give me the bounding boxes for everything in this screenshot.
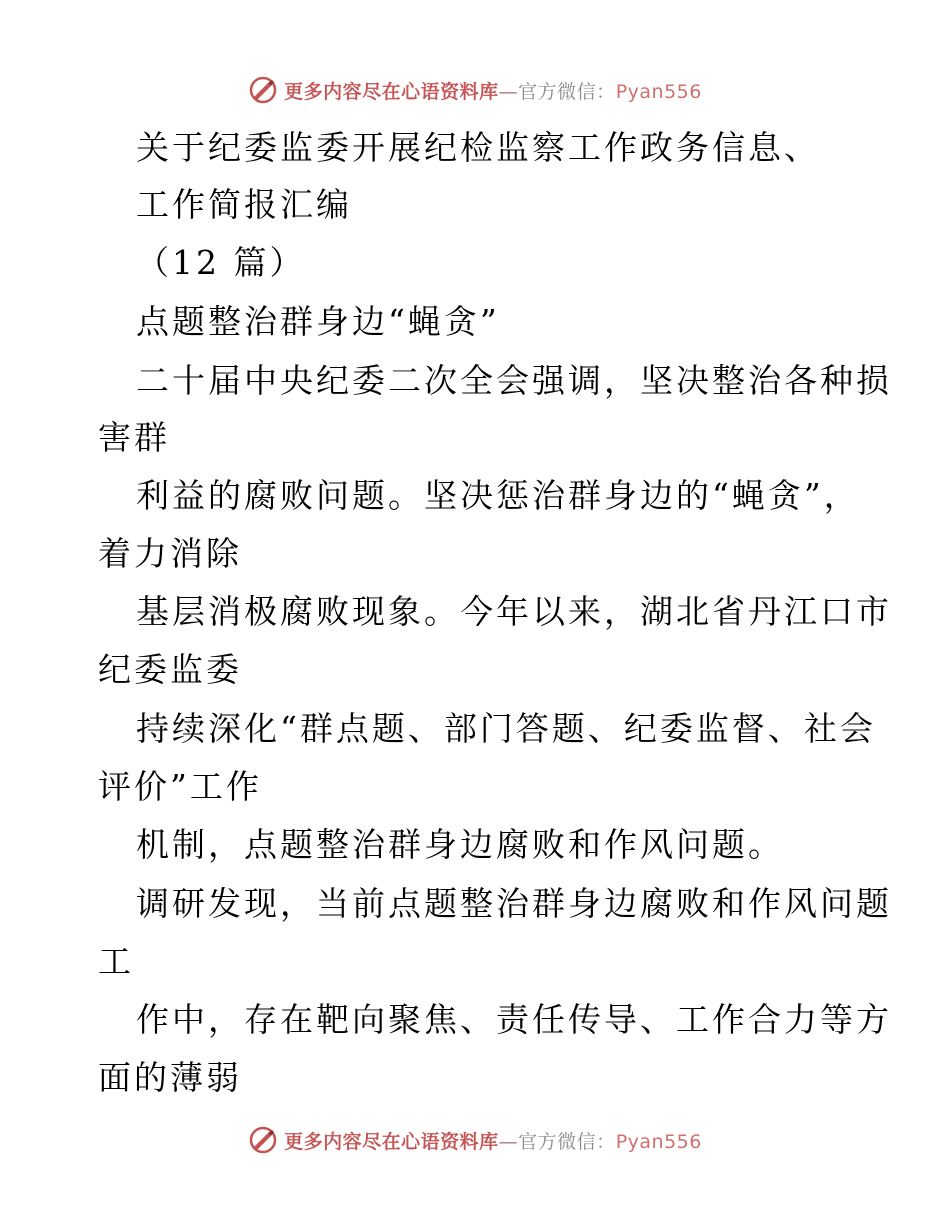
watermark-brand: 更多内容尽在心语资料库 — [284, 80, 499, 103]
paragraph-line: 基层消极腐败现象。今年以来，湖北省丹江口市 — [136, 592, 892, 631]
watermark-account: Pyan556 — [615, 1130, 702, 1153]
paragraph-line: 持续深化“群点题、部门答题、纪委监督、社会 — [136, 709, 876, 748]
watermark-separator: — — [498, 1130, 519, 1153]
document-count: （12 篇） — [136, 243, 306, 282]
paragraph-line: 面的薄弱 — [98, 1058, 242, 1097]
paragraph-line: 害群 — [98, 418, 170, 457]
paragraph-line: 机制，点题整治群身边腐败和作风问题。 — [136, 825, 784, 864]
watermark-separator: — — [498, 80, 519, 103]
paragraph-line: 着力消除 — [98, 534, 242, 573]
paragraph-line: 评价”工作 — [98, 767, 262, 806]
paragraph-line: 纪委监委 — [98, 650, 242, 689]
watermark-text — [284, 1127, 702, 1154]
paragraph-line: 工 — [98, 942, 134, 981]
paragraph-line: 作中，存在靶向聚焦、责任传导、工作合力等方 — [136, 1000, 892, 1039]
watermark-brand: 更多内容尽在心语资料库 — [284, 1130, 499, 1153]
watermark-text — [284, 77, 702, 104]
paragraph-line: 调研发现，当前点题整治群身边腐败和作风问题 — [136, 884, 892, 923]
document-title-line-2: 工作简报汇编 — [136, 185, 352, 224]
watermark-account: Pyan556 — [615, 80, 702, 103]
paragraph-line: 二十届中央纪委二次全会强调，坚决整治各种损 — [136, 361, 892, 400]
document-title-line-1: 关于纪委监委开展纪检监察工作政务信息、 — [136, 128, 820, 167]
footer-watermark — [0, 1122, 950, 1158]
watermark-official-label: 官方微信： — [518, 80, 616, 103]
section-heading: 点题整治群身边“蝇贪” — [136, 302, 500, 341]
pen-logo-icon — [248, 1125, 278, 1155]
paragraph-line: 利益的腐败问题。坚决惩治群身边的“蝇贪”， — [136, 476, 860, 515]
pen-logo-icon — [248, 75, 278, 105]
header-watermark — [0, 72, 950, 108]
watermark-official-label: 官方微信： — [518, 1130, 616, 1153]
